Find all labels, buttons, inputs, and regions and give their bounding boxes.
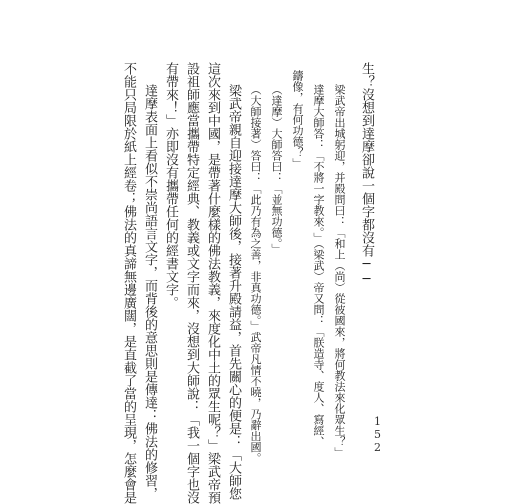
text-column: 這次來到中國，是帶著什麼樣的佛法教義，來度化中土的眾生呢？」梁武帝預 <box>205 62 220 504</box>
quote-column: 梁武帝出城躬迎，并殿問曰：「和上（尚）從彼國來，將何教法來化眾生？」 <box>333 84 346 458</box>
quote-column: 鑄像，有何功德？」 <box>291 70 304 169</box>
quote-column: （大師接著）答曰：「此乃有為之善，非真功德。」武帝凡情不曉，乃辭出國。 <box>249 84 262 464</box>
text-column: 梁武帝親自迎接達摩大師後，接著升殿請益，首先關心的便是：「大師您 <box>226 84 241 500</box>
text-column: 有帶來！」亦即沒有攜帶任何的經書文字。 <box>163 62 178 309</box>
page-number: 152 <box>371 415 384 454</box>
text-column: 達摩表面上看似不崇尚語言文字，而背後的意思則是傳達：佛法的修習， <box>142 84 157 500</box>
text-column: 生？沒想到達摩卻說一個字都沒有── <box>359 62 374 287</box>
quote-column: 達摩大師答：「不將一字教來。」（梁武）帝又問：「朕造寺、度人、寫經、 <box>312 84 325 447</box>
text-column: 不能只局限於紙上經卷；佛法的真諦無邊廣闊，是直截了當的呈現，怎麼會是 <box>121 62 136 504</box>
quote-column: （達摩）大師答曰：「並無功德。」 <box>270 84 283 255</box>
text-column: 設祖師應當攜帶特定經典、教義或文字而來，沒想到大師說：「我一個字也沒 <box>184 62 199 504</box>
